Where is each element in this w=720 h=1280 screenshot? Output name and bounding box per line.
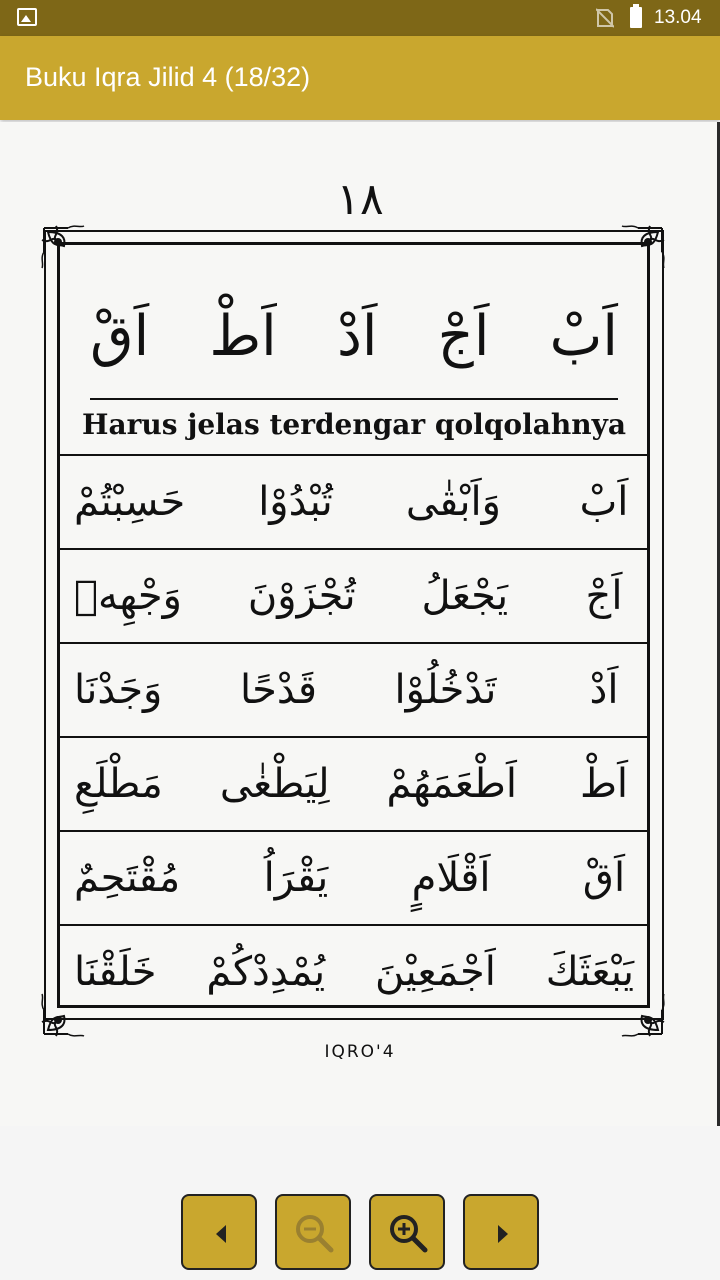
navigation-bar	[0, 1126, 720, 1280]
arabic-word: مَطْلَعِ	[74, 761, 163, 807]
zoom-out-icon	[277, 1196, 353, 1272]
book-page-image	[0, 122, 720, 1126]
arabic-word: اَقْلَامٍ	[411, 855, 491, 901]
exercise-row	[60, 454, 648, 548]
arabic-word: وَاَبْقٰى	[405, 479, 501, 525]
exercise-row	[60, 642, 648, 736]
zoom-out-button[interactable]	[275, 1194, 351, 1270]
header-letters	[60, 290, 648, 382]
chevron-left-icon	[183, 1196, 259, 1272]
arabic-word: حَسِبْتُمْ	[74, 479, 186, 525]
arabic-word: اَجْ	[585, 573, 623, 619]
exercise-table	[60, 454, 648, 1018]
arabic-word: اَبْ	[579, 479, 629, 525]
app-title: Buku Iqra Jilid 4 (18/32)	[25, 62, 311, 92]
chevron-right-icon	[465, 1196, 541, 1272]
zoom-in-icon	[371, 1196, 447, 1272]
previous-page-button[interactable]	[181, 1194, 257, 1270]
exercise-row	[60, 736, 648, 830]
arabic-word: يُمْدِدْكُمْ	[206, 949, 326, 995]
exercise-row	[60, 924, 648, 1018]
arabic-word: اَقْ	[582, 855, 626, 901]
next-page-button[interactable]	[463, 1194, 539, 1270]
arabic-word: اَجْمَعِيْنَ	[375, 949, 496, 995]
arabic-word: اَدْ	[589, 667, 619, 713]
status-time: 13.04	[654, 7, 702, 28]
book-footer-label: IQRO'4	[324, 1042, 396, 1062]
zoom-in-button[interactable]	[369, 1194, 445, 1270]
instruction-text: Harus jelas terdengar qolqolahnya	[82, 408, 626, 441]
arabic-word: خَلَقْنَا	[74, 949, 157, 995]
image-icon	[17, 8, 37, 26]
exercise-row	[60, 548, 648, 642]
arabic-word: مُقْتَحِمٌ	[74, 855, 181, 901]
corner-ornament-icon	[38, 222, 94, 278]
exercise-row	[60, 830, 648, 924]
header-letter: اَبْ	[549, 303, 618, 369]
divider	[90, 398, 618, 400]
arabic-word: تَدْخُلُوْا	[394, 667, 497, 713]
app-bar	[0, 36, 720, 120]
corner-ornament-icon	[612, 222, 668, 278]
status-bar	[0, 0, 720, 36]
arabic-word: اَطْعَمَهُمْ	[386, 761, 517, 807]
no-sim-icon	[596, 8, 614, 28]
header-letter: اَطْ	[209, 303, 277, 369]
arabic-word: وَجَدْنَا	[74, 667, 163, 713]
header-letter: اَجْ	[437, 303, 490, 369]
arabic-word: تُجْزَوْنَ	[247, 573, 356, 619]
arabic-word: لِيَطْغٰى	[219, 761, 330, 807]
arabic-word: وَجْهِهٖ	[74, 573, 182, 619]
arabic-word: تُبْدُوْا	[258, 479, 333, 525]
header-letter: اَدْ	[336, 303, 378, 369]
arabic-word: يَبْعَثَكَ	[545, 949, 634, 995]
battery-icon	[630, 7, 642, 28]
arabic-word: اَطْ	[579, 761, 629, 807]
arabic-word: قَدْحًا	[239, 667, 317, 713]
arabic-word: يَجْعَلُ	[421, 573, 509, 619]
header-letter: اَقْ	[90, 303, 150, 369]
arabic-word: يَقْرَاُ	[263, 855, 329, 901]
page-number: ١٨	[336, 174, 384, 225]
